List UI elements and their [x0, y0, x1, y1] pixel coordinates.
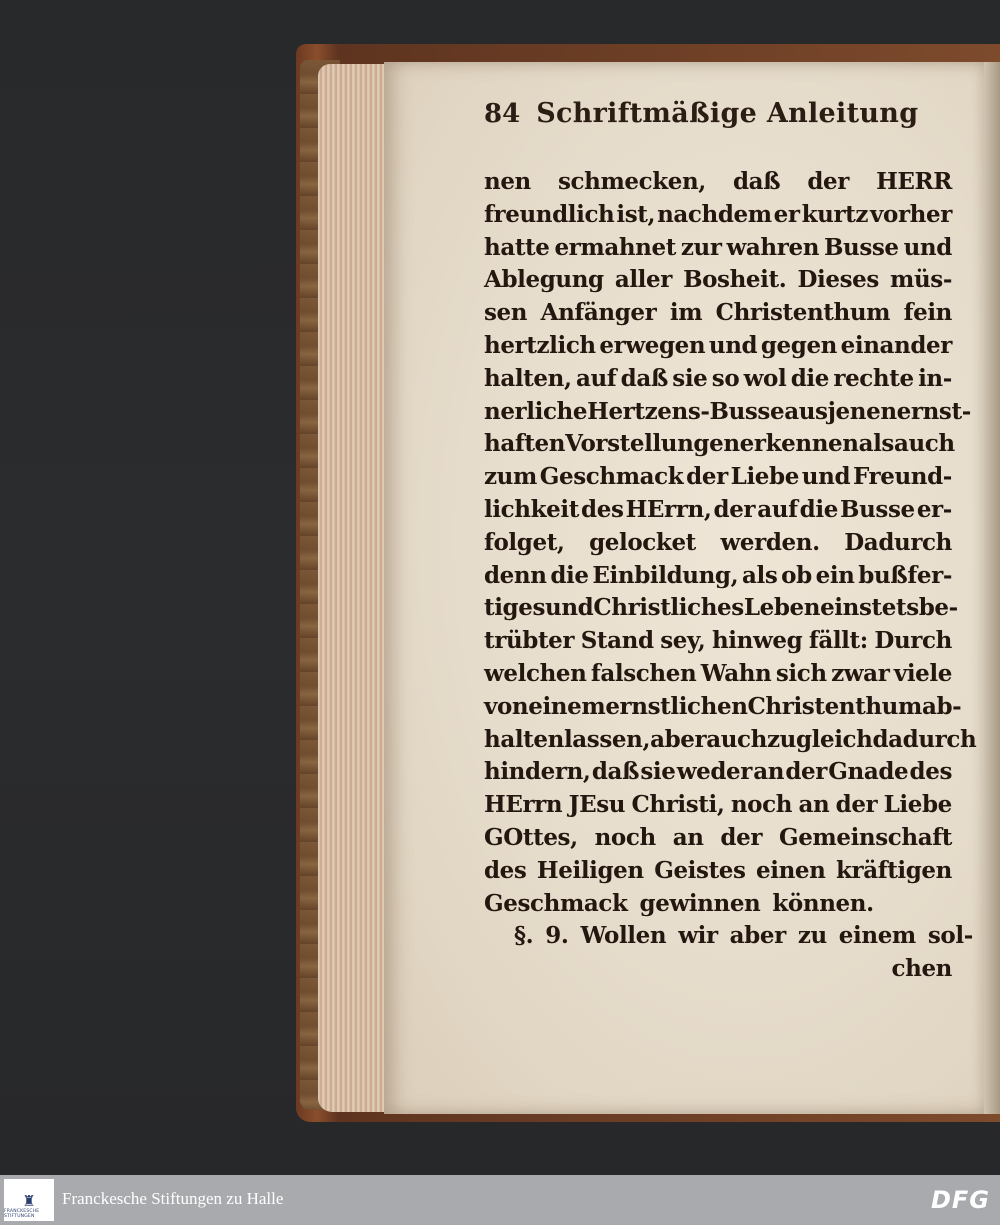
- word: Busse: [840, 495, 915, 523]
- word: an: [798, 791, 830, 819]
- word: Geistes: [654, 856, 746, 884]
- word: der: [785, 758, 828, 786]
- word: vorher: [870, 200, 952, 228]
- text-line: [484, 527, 952, 560]
- word: auf: [575, 364, 617, 392]
- text-line: [484, 166, 952, 199]
- word: daß: [620, 364, 668, 392]
- word: HERR: [876, 168, 952, 195]
- word: er-: [916, 495, 952, 523]
- word: Christenthum: [715, 299, 891, 327]
- text-line: [484, 756, 952, 789]
- word: be-: [918, 594, 958, 622]
- word: halten: [484, 725, 564, 753]
- word: als: [858, 430, 894, 458]
- word: und: [903, 233, 952, 261]
- word: schmecken,: [557, 168, 706, 195]
- catchword: chen: [891, 955, 952, 983]
- word: als: [741, 561, 778, 589]
- word: jenen: [827, 397, 897, 425]
- word: hatte: [484, 233, 550, 261]
- word: hertzlich: [484, 331, 596, 359]
- word: wol: [743, 364, 787, 392]
- viewer-footer: [0, 1175, 1000, 1225]
- word: sich: [775, 659, 827, 687]
- text-line: [484, 592, 958, 625]
- word: Busse: [823, 233, 899, 261]
- word: und: [801, 463, 851, 491]
- word: Wollen: [580, 922, 667, 950]
- word: an: [672, 823, 704, 851]
- word: lichkeit: [484, 495, 579, 523]
- word: stets: [858, 594, 919, 622]
- word: ermahnet: [554, 233, 676, 261]
- word: Liebe: [883, 791, 952, 819]
- word: einem: [838, 922, 916, 950]
- text-line: [484, 396, 971, 429]
- word: folget,: [484, 528, 565, 556]
- word: nerliche: [484, 397, 588, 425]
- word: ab-: [921, 692, 962, 720]
- word: hindern,: [484, 758, 591, 786]
- word: auch: [706, 725, 767, 753]
- logo-text: FRANCKESCHE STIFTUNGEN: [4, 1209, 40, 1219]
- word: nen: [484, 168, 531, 195]
- text-line: [484, 789, 952, 822]
- building-icon: ♜: [22, 1192, 36, 1210]
- word: daß: [591, 758, 640, 786]
- word: 9.: [545, 922, 569, 950]
- word: kurtz: [801, 200, 869, 228]
- word: Dadurch: [844, 528, 952, 556]
- word: so: [711, 364, 740, 392]
- word: zwar: [831, 659, 890, 687]
- word: Einbildung,: [592, 561, 739, 589]
- word: des: [909, 758, 952, 786]
- text-line: [484, 363, 952, 396]
- word: Dieses: [797, 266, 879, 294]
- word: §.: [514, 922, 534, 950]
- word: Hertzens-Busse: [587, 397, 785, 425]
- word: müs-: [890, 266, 952, 294]
- text-line: [484, 494, 952, 527]
- institution-logo[interactable]: [4, 1179, 54, 1221]
- word: der: [713, 495, 756, 523]
- word: Anfänger: [540, 299, 657, 327]
- word: erwegen: [599, 331, 706, 359]
- text-line: [484, 199, 952, 232]
- word: Christenthum: [747, 692, 922, 720]
- word: Bosheit.: [683, 266, 787, 294]
- text-line: [484, 888, 952, 921]
- word: trübter: [484, 627, 575, 655]
- word: sie: [640, 758, 676, 786]
- word: noch: [730, 791, 793, 819]
- text-line: [484, 461, 952, 494]
- word: von: [484, 692, 529, 720]
- word: können.: [772, 889, 874, 917]
- word: ein: [815, 561, 855, 589]
- word: noch: [594, 823, 656, 851]
- word: aber: [650, 725, 707, 753]
- word: Christi,: [631, 791, 725, 819]
- section-line: [484, 920, 973, 953]
- facing-page-edge: [984, 62, 1000, 1114]
- text-line: [484, 330, 952, 363]
- word: zu: [797, 922, 827, 950]
- word: die: [790, 364, 829, 392]
- word: gelocket: [589, 528, 696, 556]
- word: sol-: [927, 922, 973, 950]
- word: sen: [484, 299, 528, 327]
- word: wir: [678, 922, 718, 950]
- text-line: [484, 724, 977, 757]
- word: Freund-: [852, 463, 952, 491]
- word: falschen: [590, 659, 697, 687]
- word: die: [799, 495, 838, 523]
- dfg-logo: DFG: [930, 1186, 990, 1214]
- word: sey,: [660, 627, 706, 655]
- word: kräftigen: [835, 856, 952, 884]
- word: sie: [672, 364, 708, 392]
- text-line: [484, 232, 952, 265]
- catchword-line: [484, 953, 952, 986]
- text-line: [484, 428, 955, 461]
- word: einen: [756, 856, 826, 884]
- text-line: [484, 560, 952, 593]
- text-line: [484, 658, 952, 691]
- word: Heiligen: [536, 856, 644, 884]
- word: fällt:: [808, 627, 868, 655]
- word: Durch: [874, 627, 952, 655]
- word: ernst-: [896, 397, 971, 425]
- word: rechte: [833, 364, 914, 392]
- word: Christliches: [593, 594, 744, 622]
- text-lines: [484, 166, 977, 920]
- word: aller: [614, 266, 672, 294]
- word: ernstlichen: [605, 692, 748, 720]
- word: dadurch: [872, 725, 977, 753]
- word: hinweg: [711, 627, 803, 655]
- word: des: [484, 856, 527, 884]
- text-line: [484, 264, 952, 297]
- running-head: [484, 98, 944, 142]
- word: des: [581, 495, 624, 523]
- word: HErrn,: [625, 495, 712, 523]
- word: auf: [757, 495, 798, 523]
- word: zum: [484, 463, 537, 491]
- word: die: [550, 561, 589, 589]
- word: einander: [840, 331, 952, 359]
- text-line: [484, 297, 952, 330]
- word: zur: [680, 233, 722, 261]
- word: Geschmack: [484, 889, 628, 917]
- word: gegen: [760, 331, 837, 359]
- body-text: [484, 166, 977, 986]
- word: haften: [484, 430, 566, 458]
- word: und: [545, 594, 594, 622]
- word: im: [669, 299, 703, 327]
- word: ein: [820, 594, 859, 622]
- word: GOttes,: [484, 823, 578, 851]
- text-line: [484, 855, 952, 888]
- word: Geschmack: [539, 463, 684, 491]
- word: werden.: [720, 528, 820, 556]
- word: weder: [676, 758, 753, 786]
- word: Leben: [743, 594, 821, 622]
- word: zugleich: [766, 725, 873, 753]
- word: halten,: [484, 364, 572, 392]
- word: einem: [528, 692, 606, 720]
- word: er: [773, 200, 800, 228]
- text-line: [484, 625, 952, 658]
- word: welchen: [484, 659, 587, 687]
- word: denn: [484, 561, 547, 589]
- word: nachdem: [657, 200, 772, 228]
- word: freundlich: [484, 200, 615, 228]
- word: wahren: [726, 233, 820, 261]
- word: Gnade: [828, 758, 909, 786]
- word: Vorstellungen: [565, 430, 740, 458]
- word: Liebe: [730, 463, 799, 491]
- word: lassen,: [563, 725, 651, 753]
- word: in-: [918, 364, 952, 392]
- word: der: [835, 791, 878, 819]
- word: ob: [781, 561, 812, 589]
- word: der: [807, 168, 849, 195]
- word: tiges: [484, 594, 546, 622]
- institution-name: Franckesche Stiftungen zu Halle: [62, 1189, 284, 1208]
- word: JEsu: [568, 791, 626, 819]
- word: an: [753, 758, 785, 786]
- word: Ablegung: [484, 266, 604, 294]
- word: aus: [784, 397, 828, 425]
- word: und: [708, 331, 758, 359]
- word: gewinnen: [639, 889, 761, 917]
- word: der: [686, 463, 728, 491]
- text-line: [484, 822, 952, 855]
- word: der: [720, 823, 763, 851]
- word: viele: [893, 659, 952, 687]
- word: aber: [729, 922, 786, 950]
- text-line: [484, 691, 962, 724]
- word: ist,: [616, 200, 656, 228]
- word: erkennen: [739, 430, 859, 458]
- word: auch: [893, 430, 955, 458]
- page-edges: [318, 64, 388, 1112]
- word: HErrn: [484, 791, 563, 819]
- page-number: 84: [484, 99, 521, 129]
- word: Gemeinschaft: [778, 823, 952, 851]
- word: bußfer-: [858, 561, 952, 589]
- word: fein: [903, 299, 952, 327]
- word: Wahn: [700, 659, 772, 687]
- word: Stand: [580, 627, 654, 655]
- word: daß: [733, 168, 781, 195]
- running-head-title: Schriftmäßige Anleitung: [536, 98, 919, 129]
